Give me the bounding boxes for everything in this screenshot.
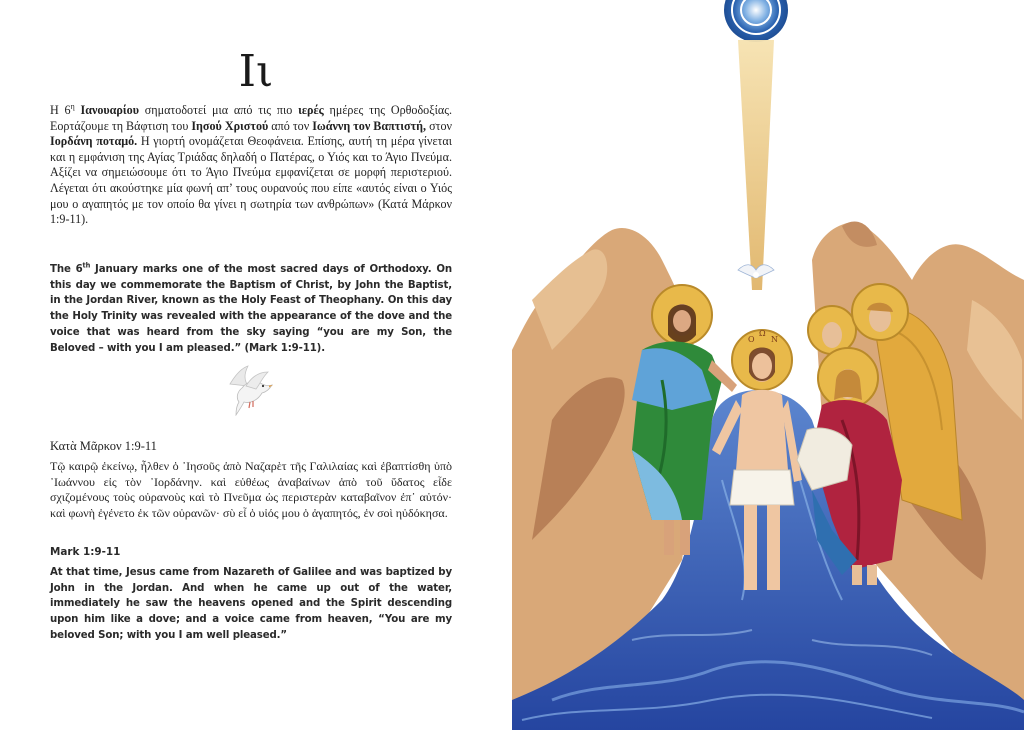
text-fragment: Η 6 — [50, 103, 71, 117]
bold-term: ιερές — [298, 103, 324, 117]
bold-term: Ιανουαρίου — [80, 103, 139, 117]
text-fragment: The 6 — [50, 264, 83, 275]
heavens-circle — [724, 0, 788, 42]
text-fragment: σηματοδοτεί μια από τις πιο — [138, 103, 299, 117]
right-page — [512, 0, 1024, 730]
halo-letter: Ν — [771, 335, 778, 344]
light-ray — [738, 40, 774, 290]
page-letter: Ιι — [238, 46, 274, 97]
superscript: th — [82, 261, 91, 270]
greek-scripture-text: Τῷ καιρῷ ἐκείνῳ, ἦλθεν ὁ ᾿Ιησοῦς ἀπὸ Ναζαρὲτ τῆς Γαλιλαίας καὶ ἐβαπτίσθη ὑπὸ ᾿Ιωάννου εἰς τὸν ᾿Ιορδάνην. καὶ εὐθέως ἀναβαίνων ἀπὸ τοῦ ὕδατος εἶδε σχιζομένους τοὺς οὐρανοὺς καὶ τὸ Πνεῦμα ὡς περιστερὰν καταβαῖνον ἐπ᾿ αὐτόν· καὶ φωνὴ ἐγένετο ἐκ τῶν οὐρανῶν· σὺ εἶ ὁ υἱός μου ὁ ἀγαπητός, ἐν σοὶ ηὐδόκησα. — [50, 459, 452, 520]
halo-letter: Ω — [759, 329, 766, 338]
text-fragment: ημέρες της Ορθοδοξίας. Εορτάζουμε τη Βάφτιση του — [50, 103, 453, 133]
english-scripture-text: At that time, Jesus came from Nazareth of Galilee and was baptized by John in the Jordan. And when he came up out of the water, immediately he saw the heavens opened and the Spirit descending upon him like a dove; and a voice came from heaven, “You are my beloved Son; with you I am well pleased.” — [50, 567, 452, 641]
text-fragment: από τον — [268, 118, 313, 133]
bold-term: Ιορδάνη ποταμό. — [50, 134, 138, 149]
bold-term: Ιωάννη τον Βαπτιστή, — [312, 118, 427, 133]
english-intro-paragraph — [50, 262, 452, 356]
bold-term: Ιησού Χριστού — [191, 118, 269, 133]
english-scripture-heading: Mark 1:9-11 — [50, 546, 121, 558]
dove-icon — [222, 362, 274, 416]
halo-letter: Ο — [748, 335, 755, 344]
text-fragment: January marks one of the most sacred days of Orthodoxy. On this day we commemorate the Baptism of Christ, by John the Baptist, in the Jordan River, known as the Holy Feast of Theophany. On this day the Holy Trinity was revealed with the appearance of the dove and the voice that was heard from the sky saying “you are my Son, the Beloved – with you I am pleased.” (Mark 1:9-11). — [50, 264, 452, 354]
superscript: η — [70, 101, 75, 111]
greek-scripture-heading: Κατὰ Μᾶρκον 1:9-11 — [50, 439, 157, 453]
text-fragment: Η γιορτή ονομάζεται Θεοφάνεια. Επίσης, αυτή τη μέρα γίνεται και η εμφάνιση της Αγίας Τριάδας δηλαδή ο Πατέρας, ο Υιός και το Άγιο Πνεύμα. Αξίζει να σημειώσουμε ότι το Άγιο Πνεύμα εμφανίζεται σε μορφή περιστεριού. Λέγεται ότι ακούστηκε μία φωνή απ’ τους ουρανούς που είπε «αυτός είναι ο Υιός μου ο αγαπητός με τον οποίο θα γίνει η σωτηρία των ανθρώπων» (Κατά Μάρκον 1:9-11). — [50, 134, 452, 227]
baptism-icon-illustration — [512, 0, 1024, 730]
text-fragment: στον — [426, 118, 452, 133]
greek-intro-paragraph — [50, 103, 452, 228]
